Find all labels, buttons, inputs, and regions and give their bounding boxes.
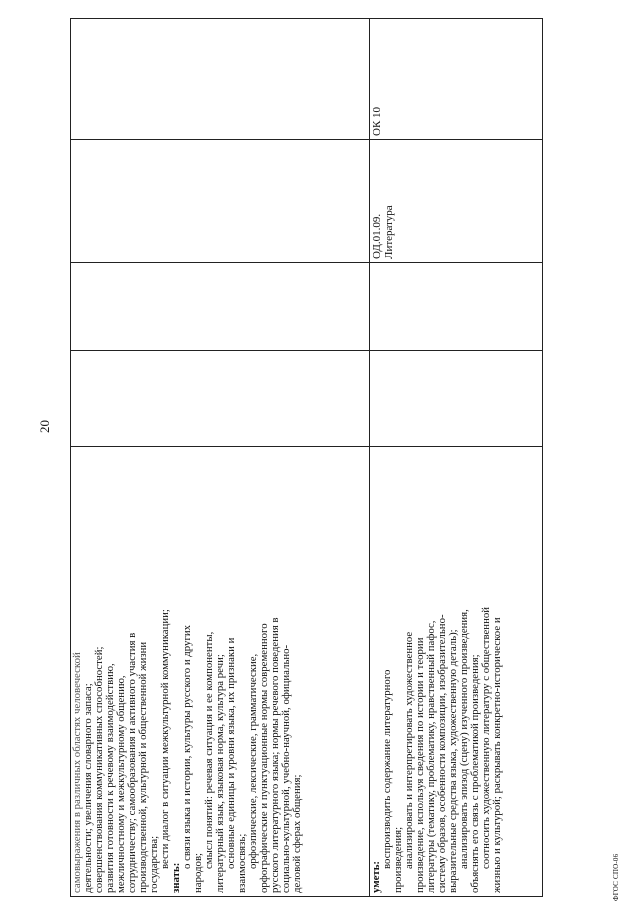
text-line: социально-культурной, учебно-научной, официально- (280, 644, 292, 893)
text-line: уметь: (370, 860, 382, 893)
text-line: самовыражения в различных областях человеческой (71, 652, 83, 893)
empty-cell (71, 140, 370, 263)
text-line: произведения; (392, 826, 404, 893)
table-row (370, 19, 543, 897)
discipline-code: ОД.01.09. (371, 213, 383, 259)
text-line: объяснять его связь с проблематикой произведения; (469, 654, 481, 893)
text-line: деятельности; увеличения словарного запаса; (82, 683, 94, 893)
text-line: смысл понятий: речевая ситуация и ее компоненты, (203, 631, 215, 869)
empty-cell (71, 263, 370, 351)
discipline-name: Литература (383, 205, 395, 259)
empty-cell (71, 19, 370, 140)
empty-cell (71, 351, 370, 447)
text-line: сотрудничеству; самообразования и активного участия в (126, 632, 138, 893)
footer-label: ФГОС СПО-06 (612, 853, 620, 901)
text-line: соотносить художественную литературу с общественной (480, 606, 492, 869)
text-line: систему образов, особенности композиции, изобразительно- (436, 614, 448, 893)
empty-cell (370, 263, 543, 351)
requirements-cell (71, 447, 370, 897)
text-line: деловой сферах общения; (291, 774, 303, 893)
text-line: воспроизводить содержание литературного (381, 669, 393, 869)
text-line: взаимосвязь; (236, 833, 248, 893)
text-line: литературный язык, языковая норма, культура речи; (214, 654, 226, 893)
text-line: произведение, используя сведения по истории и теории (414, 637, 426, 893)
text-line: анализировать и интерпретировать художественное (403, 631, 415, 869)
text-line: основные единицы и уровни языка, их признаки и (225, 637, 237, 869)
text-line: выразительные средства языка, художественную деталь); (447, 629, 459, 893)
text-line: литературы (тематику, проблематику, нравственный пафос, (425, 620, 437, 893)
text-line: производственной, культурной и общественной жизни (137, 641, 149, 893)
text-line: русского литературного языка; нормы речевого поведения в (269, 617, 281, 893)
text-line: орфографические и пунктуационные нормы современного (258, 623, 270, 893)
text-line: анализировать эпизод (сцену) изученного произведения, (458, 609, 470, 869)
text-line: народов; (192, 852, 204, 893)
empty-cell (370, 351, 543, 447)
text-line: межличностному и межкультурному общению, (115, 675, 127, 893)
discipline-cell (370, 140, 543, 263)
page-number: 20 (37, 420, 52, 433)
table-row (71, 19, 370, 897)
text-line: орфоэпические, лексические, грамматические, (247, 653, 259, 869)
text-line: о связи языка и истории, культуры русского и других (181, 624, 193, 869)
competence-cell (370, 19, 543, 140)
text-line: знать: (170, 862, 182, 893)
competence-code: ОК 10 (371, 106, 383, 136)
text-line: вести диалог в ситуации межкультурной коммуникации; (159, 609, 171, 869)
text-line: государства; (148, 835, 160, 893)
standard-table (70, 18, 543, 897)
requirements-cell (370, 447, 543, 897)
text-line: жизнью и культурой; раскрывать конкретно-историческое и (491, 617, 503, 893)
text-line: совершенствования коммуникативных способностей; (93, 646, 105, 893)
text-line: развития готовности к речевому взаимодействию, (104, 663, 116, 893)
